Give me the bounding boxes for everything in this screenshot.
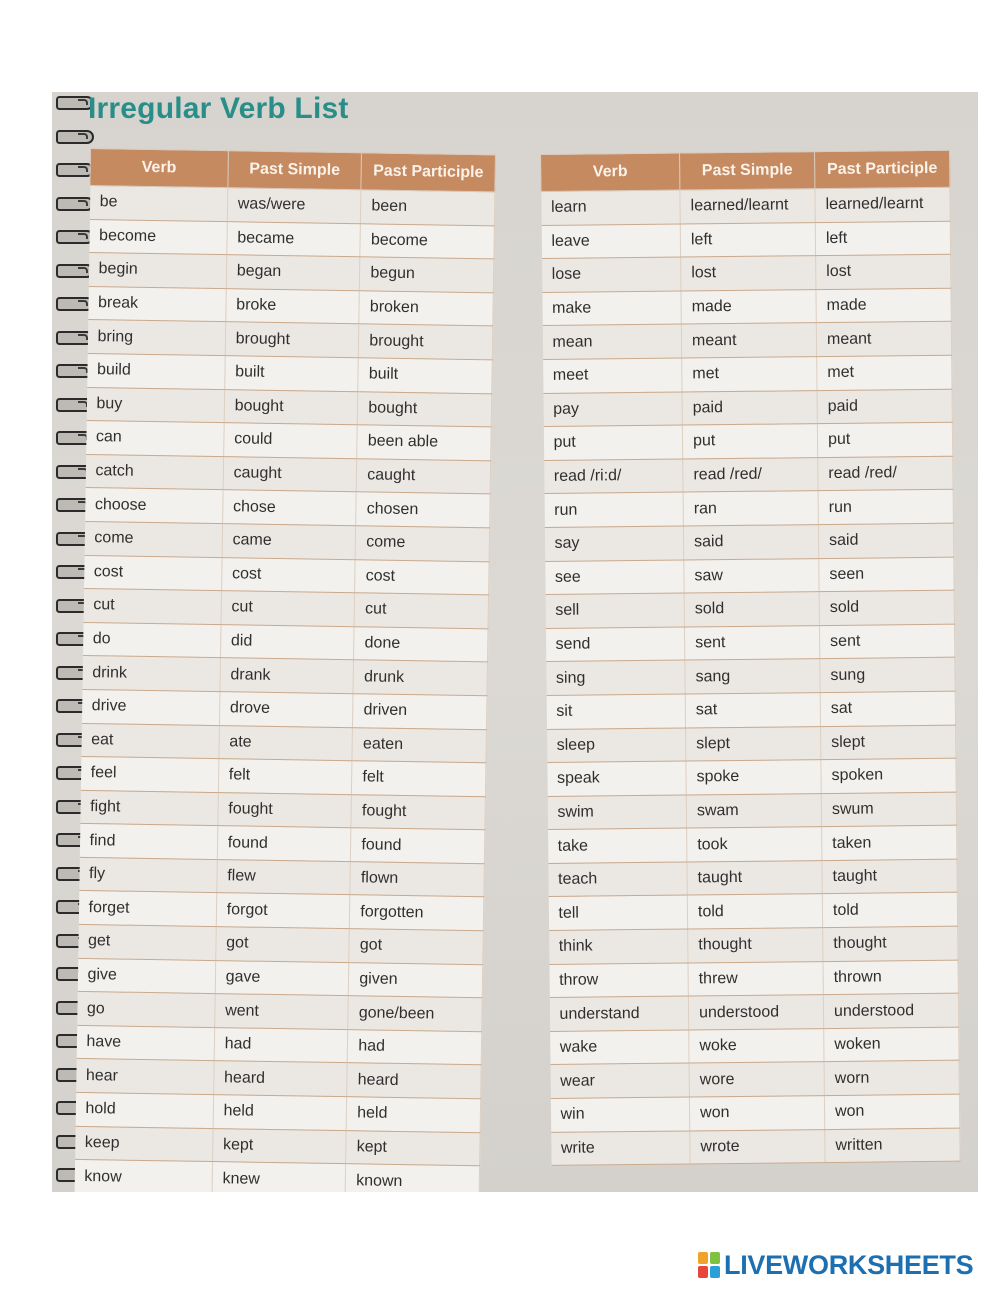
cell-verb: sleep [547, 728, 686, 763]
table-row [548, 893, 957, 931]
cell-past-participle: made [816, 288, 951, 323]
cell-past-participle: felt [352, 761, 486, 797]
cell-past-simple: sold [684, 592, 819, 627]
cell-past-simple: flew [217, 859, 351, 895]
cell-past-simple: sat [685, 693, 820, 728]
cell-past-simple: sent [685, 625, 820, 660]
table-row [550, 1027, 959, 1065]
table-row [545, 624, 954, 662]
textbook-photo [52, 92, 978, 1192]
cell-verb: lose [542, 257, 681, 292]
cell-past-simple: saw [684, 558, 819, 593]
cell-past-participle: given [349, 962, 483, 998]
cell-past-simple: went [214, 994, 348, 1030]
cell-past-participle: thrown [823, 960, 958, 995]
cell-past-simple: could [223, 423, 357, 459]
cell-verb: sing [546, 660, 685, 695]
table-header-row [90, 149, 496, 192]
cell-past-participle: left [815, 221, 950, 256]
cell-verb: leave [541, 224, 680, 259]
cell-past-participle: sent [819, 624, 954, 659]
cell-past-participle: flown [350, 862, 484, 898]
cell-past-simple: came [222, 524, 356, 560]
cell-past-simple: paid [682, 390, 817, 425]
cell-past-simple: did [220, 624, 354, 660]
cell-verb: win [550, 1097, 689, 1132]
cell-verb: break [88, 286, 226, 322]
cell-past-participle: lost [816, 254, 951, 289]
table-row [543, 355, 952, 393]
cell-verb: know [74, 1160, 212, 1192]
cell-past-participle: broken [359, 291, 493, 327]
cell-past-participle: built [358, 358, 492, 394]
cell-past-participle: seen [819, 557, 954, 592]
cell-past-simple: became [227, 221, 361, 257]
cell-verb: cut [83, 589, 221, 625]
cell-past-participle: held [346, 1097, 480, 1133]
cell-past-participle: won [824, 1094, 959, 1129]
table-row [542, 322, 951, 360]
cell-past-participle: cost [355, 559, 489, 595]
cell-past-simple: thought [688, 928, 823, 963]
cell-past-participle: thought [823, 926, 958, 961]
cell-verb: become [89, 219, 227, 255]
table-row [542, 254, 951, 292]
cell-verb: build [87, 353, 225, 389]
header-past-participle: Past Participle [815, 150, 950, 188]
cell-verb: pay [543, 392, 682, 427]
cell-past-simple: knew [212, 1162, 346, 1192]
table-row [547, 792, 956, 830]
cell-past-simple: chose [222, 490, 356, 526]
cell-verb: find [79, 824, 217, 860]
liveworksheets-logo-icon [698, 1252, 720, 1278]
cell-past-simple: learned/learnt [680, 189, 815, 224]
cell-past-participle: driven [353, 694, 487, 730]
cell-past-simple: began [226, 255, 360, 291]
cell-past-participle: caught [356, 458, 490, 494]
cell-past-participle: heard [347, 1063, 481, 1099]
cell-verb: mean [542, 324, 681, 359]
cell-past-participle: woken [824, 1027, 959, 1062]
cell-past-simple: slept [686, 726, 821, 761]
table-row [541, 221, 950, 259]
cell-past-participle: cut [354, 593, 488, 629]
table-row [546, 691, 955, 729]
table-row [74, 1160, 479, 1192]
cell-past-participle: got [349, 929, 483, 965]
table-row [544, 523, 953, 561]
table-row [548, 859, 957, 897]
cell-verb: put [543, 425, 682, 460]
cell-verb: speak [547, 761, 686, 796]
cell-past-simple: made [681, 289, 816, 324]
cell-past-participle: told [822, 893, 957, 928]
cell-past-participle: written [825, 1128, 960, 1163]
cell-verb: begin [88, 253, 226, 289]
cell-verb: buy [86, 387, 224, 423]
cell-verb: wake [550, 1030, 689, 1065]
cell-past-participle: slept [821, 725, 956, 760]
cell-verb: understand [549, 996, 688, 1031]
cell-past-simple: broke [225, 288, 359, 324]
cell-past-participle: chosen [356, 492, 490, 528]
cell-past-simple: gave [215, 960, 349, 996]
cell-verb: sit [546, 694, 685, 729]
cell-verb: think [549, 929, 688, 964]
header-verb: Verb [541, 153, 680, 191]
cell-past-simple: fought [218, 792, 352, 828]
cell-verb: hear [76, 1059, 214, 1095]
cell-past-simple: took [687, 827, 822, 862]
cell-verb: sell [545, 593, 684, 628]
table-row [547, 725, 956, 763]
cell-past-participle: gone/been [348, 996, 482, 1032]
cell-past-participle: meant [816, 322, 951, 357]
cell-past-simple: bought [224, 389, 358, 425]
cell-past-participle: had [347, 1030, 481, 1066]
cell-verb: hold [75, 1092, 213, 1128]
cell-past-participle: worn [824, 1061, 959, 1096]
cell-verb: get [78, 924, 216, 960]
cell-verb: teach [548, 862, 687, 897]
cell-past-simple: was/were [227, 188, 361, 224]
table-row [548, 825, 957, 863]
cell-past-participle: swum [821, 792, 956, 827]
cell-past-simple: wore [689, 1062, 824, 1097]
table-row [551, 1128, 960, 1166]
cell-past-participle: paid [817, 389, 952, 424]
table-row [549, 926, 958, 964]
table-row [550, 1061, 959, 1099]
cell-verb: throw [549, 963, 688, 998]
cell-past-simple: met [682, 357, 817, 392]
spiral-ring [56, 130, 94, 144]
cell-past-simple: ran [683, 491, 818, 526]
cell-past-participle: taken [822, 825, 957, 860]
verb-table-left [74, 148, 496, 1192]
cell-past-simple: heard [213, 1061, 347, 1097]
cell-verb: choose [85, 488, 223, 524]
cell-past-participle: sung [820, 657, 955, 692]
cell-past-participle: brought [359, 324, 493, 360]
cell-past-simple: got [215, 927, 349, 963]
cell-past-participle: been [361, 190, 495, 226]
cell-past-participle: known [345, 1164, 479, 1192]
cell-past-simple: brought [225, 322, 359, 358]
table-row [546, 657, 955, 695]
table-row [542, 288, 951, 326]
cell-past-participle: done [354, 626, 488, 662]
cell-verb: bring [87, 320, 225, 356]
cell-past-simple: held [213, 1095, 347, 1131]
cell-past-participle: understood [823, 993, 958, 1028]
cell-verb: drink [82, 656, 220, 692]
table-row [544, 490, 953, 528]
cell-verb: fly [79, 857, 217, 893]
table-row [545, 590, 954, 628]
cell-past-simple: won [689, 1096, 824, 1131]
cell-verb: swim [547, 795, 686, 830]
cell-verb: keep [75, 1126, 213, 1162]
cell-past-simple: cut [221, 591, 355, 627]
cell-verb: read /ri:d/ [544, 459, 683, 494]
cell-past-simple: said [683, 525, 818, 560]
cell-past-simple: ate [219, 725, 353, 761]
cell-past-simple: threw [688, 961, 823, 996]
cell-past-simple: found [217, 826, 351, 862]
cell-past-simple: wrote [690, 1129, 825, 1164]
cell-past-participle: spoken [821, 758, 956, 793]
cell-past-participle: said [818, 523, 953, 558]
cell-verb: go [77, 992, 215, 1028]
cell-verb: feel [80, 757, 218, 793]
liveworksheets-logo [698, 1250, 973, 1280]
cell-past-simple: left [680, 222, 815, 257]
cell-past-simple: lost [681, 256, 816, 291]
cell-past-participle: become [360, 223, 494, 259]
cell-verb: eat [81, 723, 219, 759]
cell-past-participle: sat [820, 691, 955, 726]
cell-past-participle: been able [357, 425, 491, 461]
cell-past-simple: read /red/ [683, 457, 818, 492]
cell-past-participle: found [351, 828, 485, 864]
header-past-simple: Past Simple [680, 152, 815, 190]
cell-verb: wear [550, 1063, 689, 1098]
page-title: Irregular Verb List [88, 92, 349, 125]
cell-verb: meet [543, 358, 682, 393]
table-row [547, 758, 956, 796]
cell-past-participle: eaten [352, 727, 486, 763]
cell-verb: give [77, 958, 215, 994]
logo-text: LIVEWORKSHEETS [724, 1249, 974, 1280]
table-row [543, 422, 952, 460]
table-row [543, 389, 952, 427]
cell-past-simple: meant [681, 323, 816, 358]
table-row [545, 557, 954, 595]
cell-past-participle: learned/learnt [815, 187, 950, 222]
cell-past-participle: taught [822, 859, 957, 894]
cell-verb: write [551, 1131, 690, 1166]
cell-verb: learn [541, 190, 680, 225]
verb-table-right [540, 150, 961, 1166]
cell-verb: forget [78, 891, 216, 927]
cell-past-simple: drove [219, 692, 353, 728]
cell-past-participle: begun [360, 257, 494, 293]
cell-past-simple: cost [221, 557, 355, 593]
cell-past-participle: met [817, 355, 952, 390]
table-row [549, 960, 958, 998]
cell-past-participle: run [818, 490, 953, 525]
cell-past-simple: put [682, 424, 817, 459]
cell-verb: come [84, 521, 222, 557]
cell-past-simple: spoke [686, 760, 821, 795]
cell-past-participle: read /red/ [818, 456, 953, 491]
cell-verb: do [83, 622, 221, 658]
cell-past-simple: understood [688, 995, 823, 1030]
cell-past-simple: sang [685, 659, 820, 694]
cell-past-simple: forgot [216, 893, 350, 929]
cell-past-simple: woke [689, 1028, 824, 1063]
cell-verb: cost [84, 555, 222, 591]
table-header-row [541, 150, 950, 191]
cell-verb: run [544, 492, 683, 527]
cell-past-simple: drank [220, 658, 354, 694]
spiral-ring [56, 163, 94, 177]
cell-verb: can [86, 421, 224, 457]
cell-past-participle: kept [346, 1130, 480, 1166]
cell-past-simple: swam [686, 793, 821, 828]
cell-verb: have [76, 1025, 214, 1061]
header-past-simple: Past Simple [228, 151, 362, 190]
cell-verb: make [542, 291, 681, 326]
cell-verb: send [545, 627, 684, 662]
table-row [541, 187, 950, 225]
cell-verb: take [548, 828, 687, 863]
cell-past-participle: sold [819, 590, 954, 625]
cell-verb: say [544, 526, 683, 561]
cell-verb: drive [81, 689, 219, 725]
cell-past-participle: put [817, 422, 952, 457]
cell-past-simple: felt [218, 759, 352, 795]
cell-past-participle: forgotten [350, 895, 484, 931]
cell-past-simple: taught [687, 860, 822, 895]
cell-verb: see [545, 560, 684, 595]
cell-past-participle: bought [358, 391, 492, 427]
table-row [544, 456, 953, 494]
cell-past-simple: built [224, 356, 358, 392]
cell-past-participle: come [355, 526, 489, 562]
table-row [550, 1094, 959, 1132]
cell-verb: be [89, 186, 227, 222]
cell-past-participle: fought [351, 794, 485, 830]
cell-past-participle: drunk [353, 660, 487, 696]
cell-past-simple: had [214, 1027, 348, 1063]
cell-past-simple: kept [212, 1128, 346, 1164]
cell-verb: fight [80, 790, 218, 826]
header-past-participle: Past Participle [361, 153, 495, 192]
cell-verb: tell [548, 895, 687, 930]
cell-verb: catch [85, 454, 223, 490]
cell-past-simple: told [687, 894, 822, 929]
table-row [549, 993, 958, 1031]
header-verb: Verb [90, 149, 228, 188]
cell-past-simple: caught [223, 456, 357, 492]
